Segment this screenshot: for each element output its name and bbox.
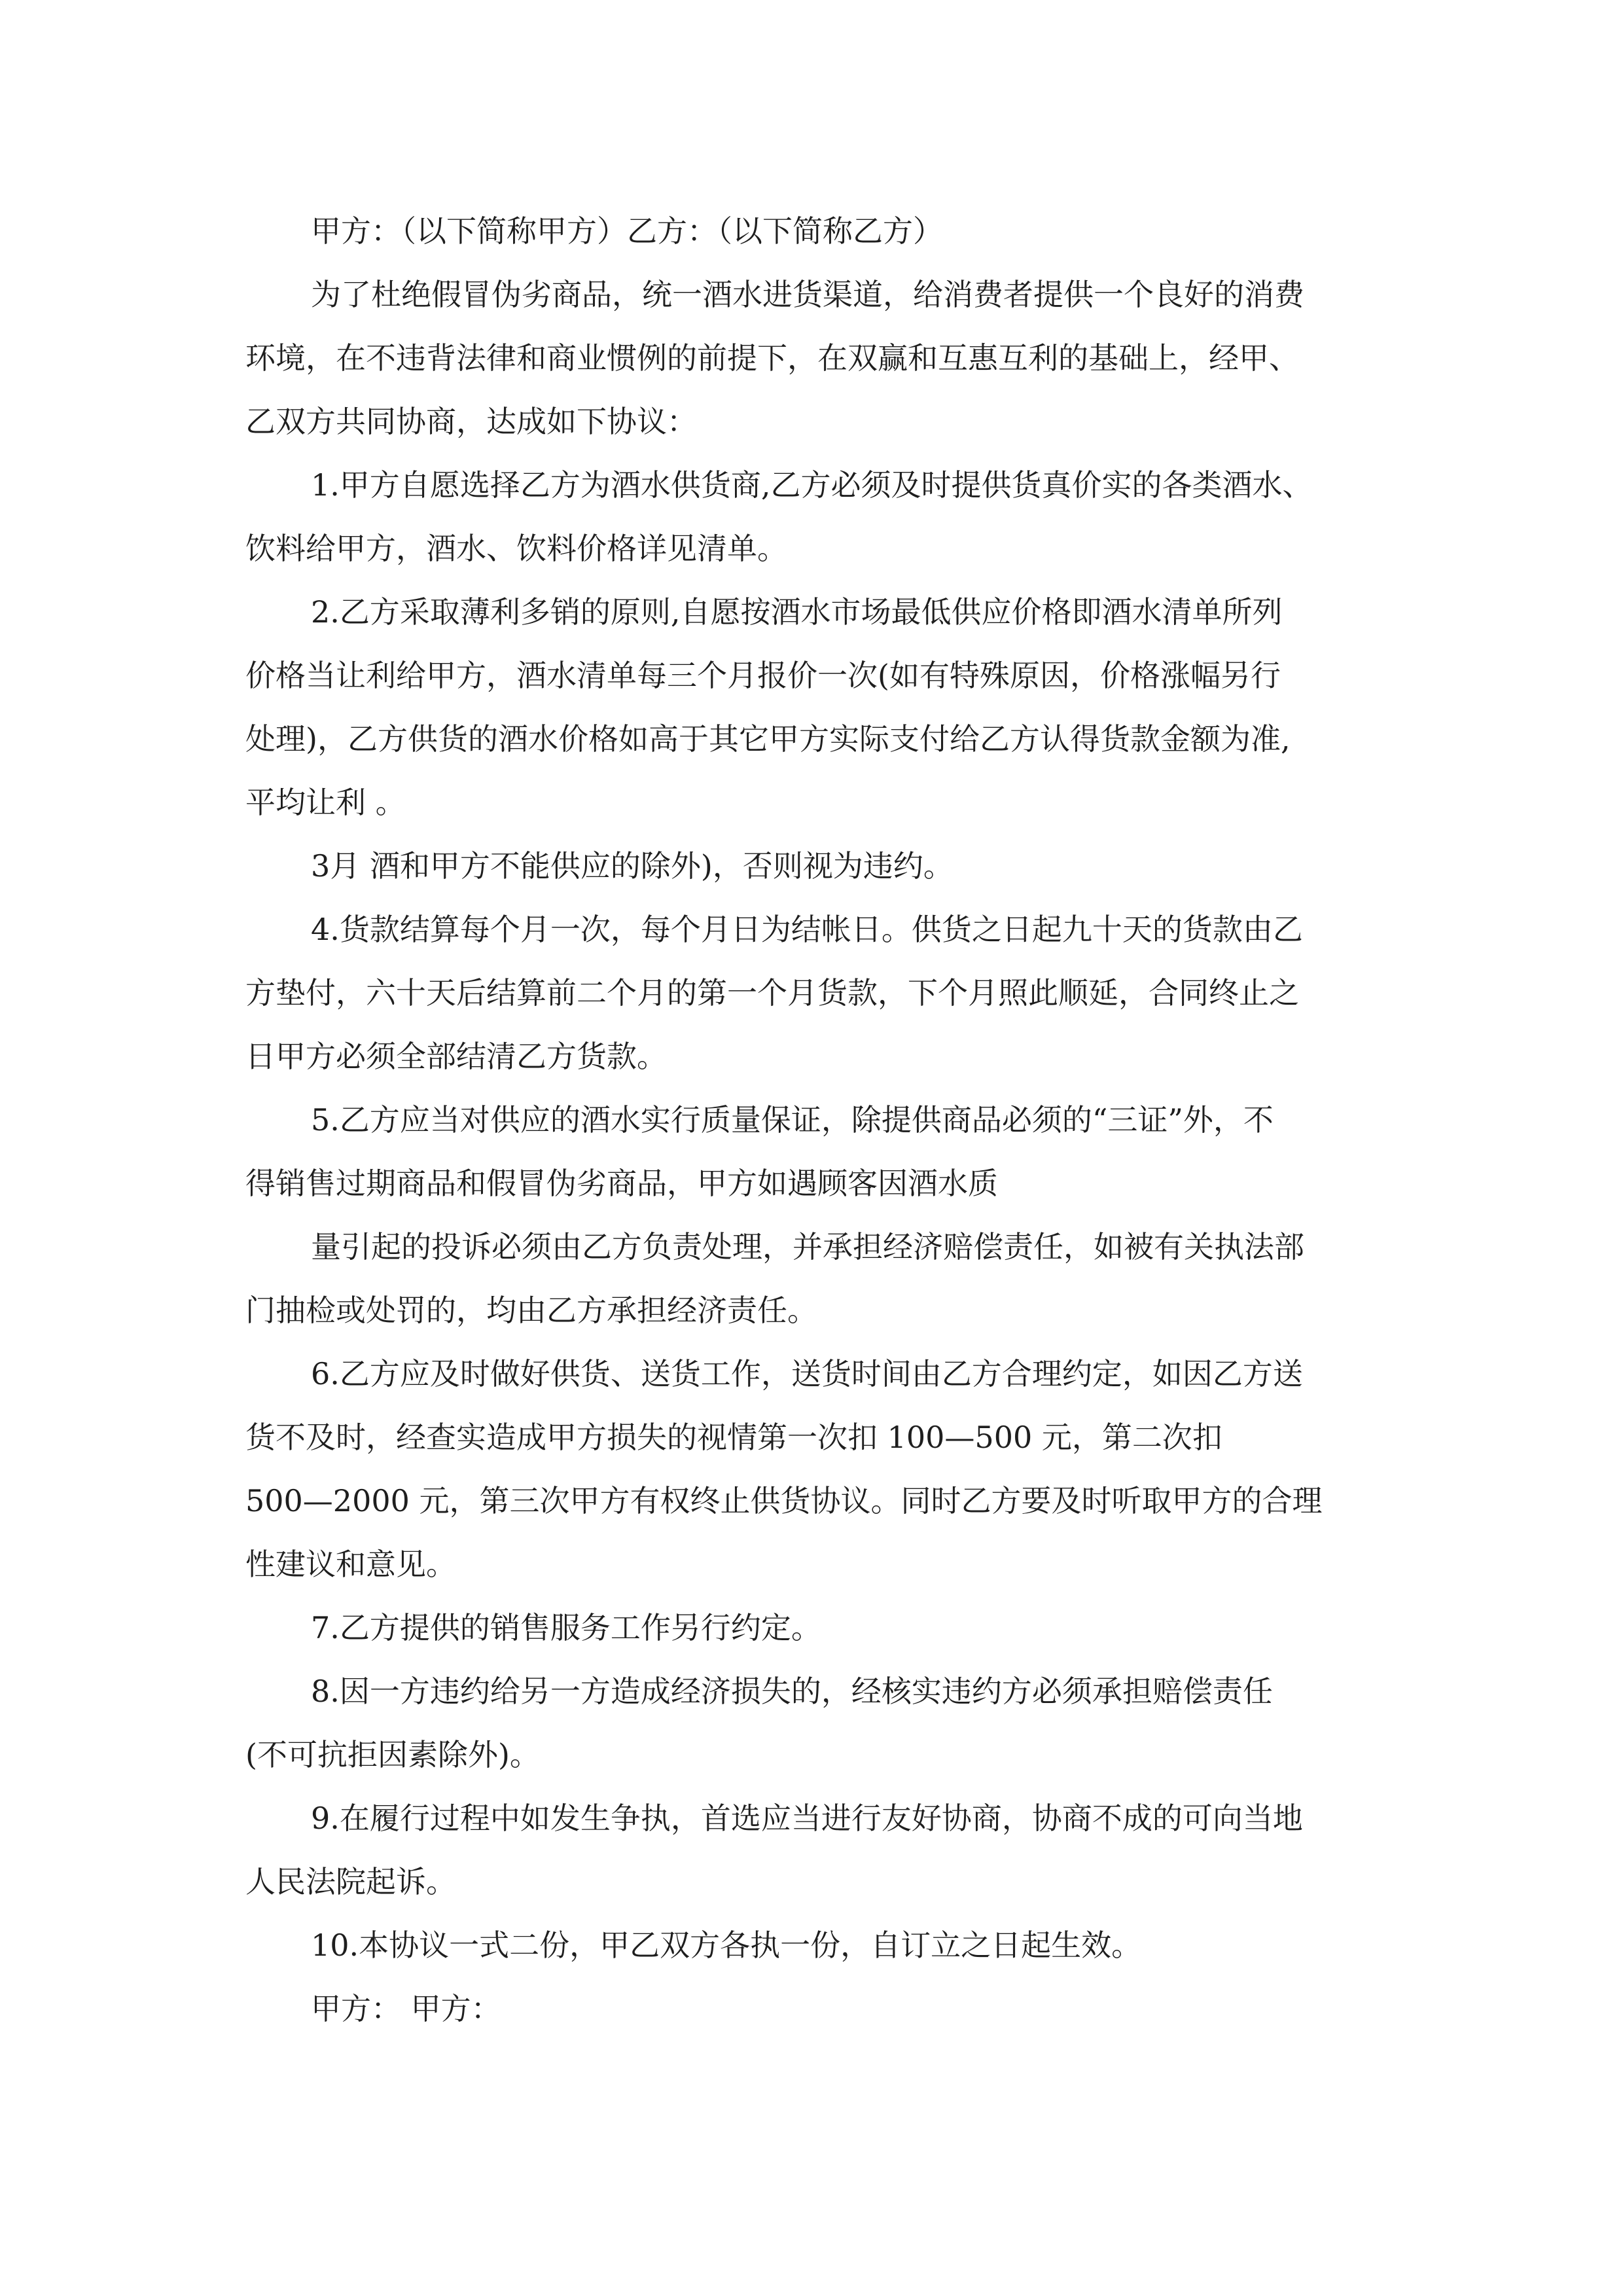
- clause-9-line-2: 人民法院起诉。: [245, 1864, 456, 1899]
- clause-5-line-1: 5.乙方应当对供应的酒水实行质量保证，除提供商品必须的“三证”外，不: [311, 1102, 1274, 1138]
- document-body: [245, 200, 1397, 2041]
- clause-1-line-2: 饮料给甲方，酒水、饮料价格详见清单。: [245, 531, 787, 566]
- clause-6-line-2: 货不及时，经查实造成甲方损失的视情第一次扣 100—500 元，第二次扣: [245, 1420, 1222, 1455]
- clause-8-line-2: (不可抗拒因素除外)。: [245, 1737, 540, 1772]
- signature-line: 甲方： 甲方：: [311, 1991, 501, 2026]
- clause-4-line-2: 方垫付，六十天后结算前二个月的第一个月货款，下个月照此顺延，合同终止之: [245, 975, 1299, 1011]
- clause-4-line-3: 日甲方必须全部结清乙方货款。: [245, 1039, 667, 1074]
- clause-6-line-4: 性建议和意见。: [245, 1547, 456, 1582]
- clause-2-line-1: 2.乙方采取薄利多销的原则,自愿按酒水市场最低供应价格即酒水清单所列: [311, 594, 1283, 630]
- clause-10-line-1: 10.本协议一式二份，甲乙双方各执一份，自订立之日起生效。: [311, 1928, 1142, 1963]
- preamble-line-1: 为了杜绝假冒伪劣商品，统一酒水进货渠道，给消费者提供一个良好的消费: [311, 277, 1304, 312]
- clause-1-line-1: 1.甲方自愿选择乙方为酒水供货商,乙方必须及时提供货真价实的各类酒水、: [311, 467, 1313, 503]
- clause-7-line-1: 7.乙方提供的销售服务工作另行约定。: [311, 1610, 821, 1645]
- clause-2-line-4: 平均让利 。: [245, 785, 406, 820]
- clause-5-line-4: 门抽检或处罚的，均由乙方承担经济责任。: [245, 1293, 817, 1328]
- clause-2-line-3: 处理)，乙方供货的酒水价格如高于其它甲方实际支付给乙方认得货款金额为准,: [245, 721, 1291, 757]
- clause-5-line-3: 量引起的投诉必须由乙方负责处理，并承担经济赔偿责任，如被有关执法部: [311, 1229, 1304, 1265]
- clause-6-line-1: 6.乙方应及时做好供货、送货工作，送货时间由乙方合理约定，如因乙方送: [311, 1356, 1303, 1391]
- preamble-line-3: 乙双方共同协商，达成如下协议：: [245, 404, 697, 439]
- clause-6-line-3: 500—2000 元，第三次甲方有权终止供货协议。同时乙方要及时听取甲方的合理: [245, 1483, 1323, 1518]
- clause-2-line-2: 价格当让利给甲方，酒水清单每三个月报价一次(如有特殊原因，价格涨幅另行: [245, 658, 1281, 693]
- clause-4-line-1: 4.货款结算每个月一次，每个月日为结帐日。供货之日起九十天的货款由乙: [311, 912, 1303, 947]
- party-header-line: 甲方：（以下简称甲方）乙方：（以下简称乙方）: [311, 213, 943, 249]
- clause-3-line-1: 3月 酒和甲方不能供应的除外)，否则视为违约。: [311, 848, 954, 884]
- preamble-line-2: 环境，在不违背法律和商业惯例的前提下，在双赢和互惠互利的基础上，经甲、: [245, 340, 1299, 376]
- clause-8-line-1: 8.因一方违约给另一方造成经济损失的，经核实违约方必须承担赔偿责任: [311, 1674, 1273, 1709]
- clause-9-line-1: 9.在履行过程中如发生争执，首选应当进行友好协商，协商不成的可向当地: [311, 1801, 1303, 1836]
- clause-5-line-2: 得销售过期商品和假冒伪劣商品，甲方如遇顾客因酒水质: [245, 1166, 998, 1201]
